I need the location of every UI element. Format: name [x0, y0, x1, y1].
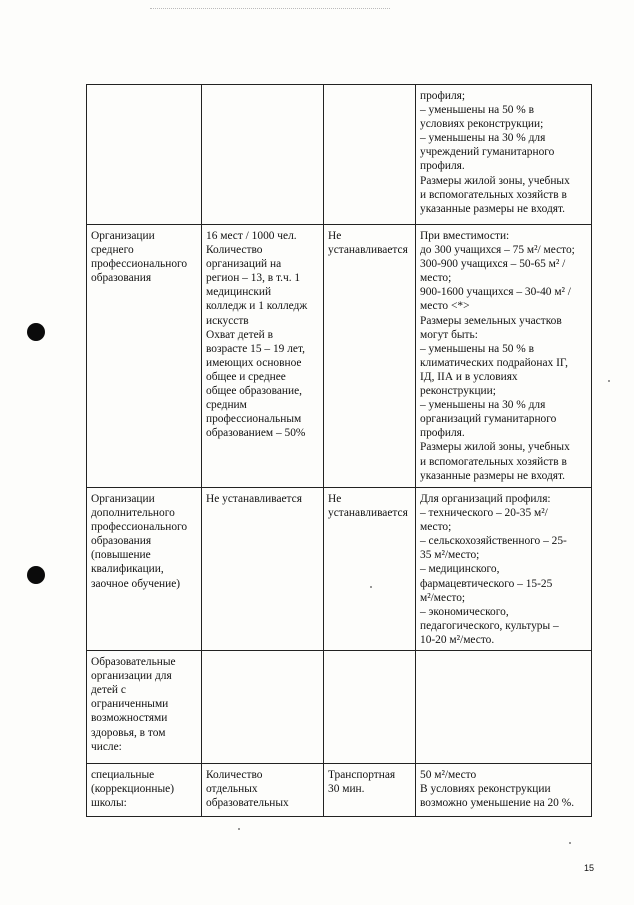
cell-text-line: организаций на [206, 258, 282, 271]
table-cell-col1 [87, 651, 202, 764]
table-row [87, 488, 592, 651]
cell-text-line: Количество [206, 244, 263, 257]
cell-text-line: колледж и 1 колледж [206, 300, 308, 313]
table-cell-col2 [202, 651, 324, 764]
cell-text-line: образовательных [206, 797, 289, 810]
cell-text-line: образования [91, 535, 152, 548]
cell-text-line: место; [420, 272, 452, 285]
table-cell-col4 [416, 225, 592, 488]
cell-text-line: IД, IIА и в условиях [420, 370, 518, 383]
cell-text-line: профиля; [420, 90, 466, 102]
cell-text-line: указанные размеры не входят. [420, 202, 565, 215]
cell-text-line: устанавливается [328, 507, 408, 520]
cell-text-line: Организации [91, 493, 155, 505]
cell-text-line: Транспортная [328, 769, 396, 782]
table-cell-col3 [324, 85, 416, 225]
cell-text-line: могут быть: [420, 328, 478, 341]
cell-text-line: Организации [91, 230, 155, 242]
cell-text-line: здоровья, в том [91, 726, 166, 739]
cell-text-line: При вместимости: [420, 230, 510, 242]
table-cell-col2 [202, 764, 324, 817]
cell-text-line: указанные размеры не входят. [420, 469, 565, 482]
cell-text-line: Размеры жилой зоны, учебных [420, 441, 570, 454]
cell-text-line: Размеры земельных участков [420, 314, 562, 327]
cell-text-line: условиях реконструкции; [420, 118, 544, 131]
scan-artifact-line [150, 8, 390, 9]
table-cell-col3 [324, 225, 416, 488]
cell-text-line: общее образование, [206, 385, 302, 398]
cell-text-line: возможностями [91, 712, 168, 725]
cell-text-line: заочное обучение) [91, 577, 181, 590]
cell-text-line: возможно уменьшение на 20 %. [420, 797, 575, 810]
cell-text-line: профиля. [420, 160, 465, 173]
table-cell-col1 [87, 764, 202, 817]
table-cell-col2 [202, 488, 324, 651]
cell-text-line: имеющих основное [206, 356, 302, 369]
cell-text-line: 50 м²/место [420, 769, 477, 782]
cell-text-line: профессионального [91, 258, 188, 271]
table-row [87, 651, 592, 764]
cell-text-line: профиля. [420, 427, 465, 440]
cell-text-line: 35 м²/место; [420, 549, 480, 562]
cell-text-line: – сельскохозяйственного – 25- [420, 535, 567, 548]
cell-text-line: – уменьшены на 50 % в [420, 342, 535, 355]
cell-text-line: профессиональным [206, 413, 302, 426]
cell-text-line: среднего [91, 244, 134, 257]
table-cell-col4 [416, 85, 592, 225]
cell-text-line: до 300 учащихся – 75 м²/ место; [420, 244, 575, 257]
cell-text-line: В условиях реконструкции [420, 783, 551, 796]
cell-text-line: Количество [206, 769, 263, 782]
cell-text-line: отдельных [206, 783, 258, 796]
cell-text-line: и вспомогательных хозяйств в [420, 455, 567, 468]
table-cell-col1 [87, 225, 202, 488]
cell-text-line: 30 мин. [328, 783, 365, 796]
binder-hole [27, 323, 45, 341]
table-cell-col3 [324, 488, 416, 651]
table-cell-col3 [324, 651, 416, 764]
table-cell-col2 [202, 225, 324, 488]
cell-text-line: реконструкции; [420, 385, 496, 398]
cell-text-line: 900-1600 учащихся – 30-40 м² / [420, 286, 571, 299]
table-body [87, 85, 592, 817]
cell-text-line: – медицинского, [420, 563, 500, 576]
cell-text-line: ограниченными [91, 698, 169, 711]
cell-text-line: школы: [91, 797, 127, 810]
table-cell-col2 [202, 85, 324, 225]
cell-text-line: числе: [91, 740, 122, 753]
cell-text-line: – уменьшены на 30 % для [420, 132, 546, 145]
cell-text-line: место <*> [420, 300, 470, 313]
table-cell-col4 [416, 651, 592, 764]
scan-speck [569, 842, 571, 844]
cell-text-line: искусств [206, 314, 249, 327]
standards-table [86, 84, 592, 817]
cell-text-line: регион – 13, в т.ч. 1 [206, 272, 301, 285]
cell-text-line: возрасте 15 – 19 лет, [206, 342, 305, 355]
cell-text-line: 300-900 учащихся – 50-65 м² / [420, 258, 566, 271]
table-cell-col4 [416, 764, 592, 817]
cell-text-line: педагогического, культуры – [420, 619, 559, 632]
table-row [87, 764, 592, 817]
cell-text-line: учреждений гуманитарного [420, 146, 555, 159]
cell-text-line: медицинский [206, 286, 272, 299]
cell-text-line: образования [91, 272, 152, 285]
cell-text-line: Образовательные [91, 656, 176, 669]
cell-text-line: Не [328, 493, 342, 505]
cell-text-line: 16 мест / 1000 чел. [206, 230, 297, 242]
cell-text-line: Не [328, 230, 342, 242]
cell-text-line: (повышение [91, 549, 151, 562]
cell-text-line: Для организаций профиля: [420, 493, 551, 505]
cell-text-line: – уменьшены на 30 % для [420, 399, 546, 412]
cell-text-line: Размеры жилой зоны, учебных [420, 174, 570, 187]
scan-speck [370, 586, 372, 588]
cell-text-line: детей с [91, 684, 126, 697]
scan-speck [238, 828, 240, 830]
cell-text-line: специальные [91, 769, 155, 782]
table-cell-col3 [324, 764, 416, 817]
table-cell-col1 [87, 85, 202, 225]
cell-text-line: профессионального [91, 521, 188, 534]
cell-text-line: квалификации, [91, 563, 164, 576]
cell-text-line: образованием – 50% [206, 427, 306, 440]
cell-text-line: дополнительного [91, 507, 175, 520]
cell-text-line: Не устанавливается [206, 493, 302, 505]
cell-text-line: средним [206, 399, 247, 412]
table-row [87, 225, 592, 488]
table-cell-col4 [416, 488, 592, 651]
table-row [87, 85, 592, 225]
scan-speck [608, 380, 610, 382]
cell-text-line: место; [420, 521, 452, 534]
binder-hole [27, 566, 45, 584]
table-cell-col1 [87, 488, 202, 651]
cell-text-line: – технического – 20-35 м²/ [420, 507, 548, 520]
cell-text-line: м²/место; [420, 591, 466, 604]
cell-text-line: и вспомогательных хозяйств в [420, 188, 567, 201]
cell-text-line: климатических подрайонах IГ, [420, 356, 569, 369]
cell-text-line: 10-20 м²/место. [420, 633, 495, 646]
cell-text-line: (коррекционные) [91, 783, 175, 796]
cell-text-line: организаций гуманитарного [420, 413, 557, 426]
cell-text-line: – экономического, [420, 605, 509, 618]
cell-text-line: Охват детей в [206, 328, 273, 341]
page-number: 15 [583, 863, 594, 873]
cell-text-line: фармацевтического – 15-25 [420, 577, 553, 590]
cell-text-line: устанавливается [328, 244, 408, 257]
cell-text-line: – уменьшены на 50 % в [420, 104, 535, 117]
cell-text-line: организации для [91, 670, 172, 683]
cell-text-line: общее и среднее [206, 370, 286, 383]
